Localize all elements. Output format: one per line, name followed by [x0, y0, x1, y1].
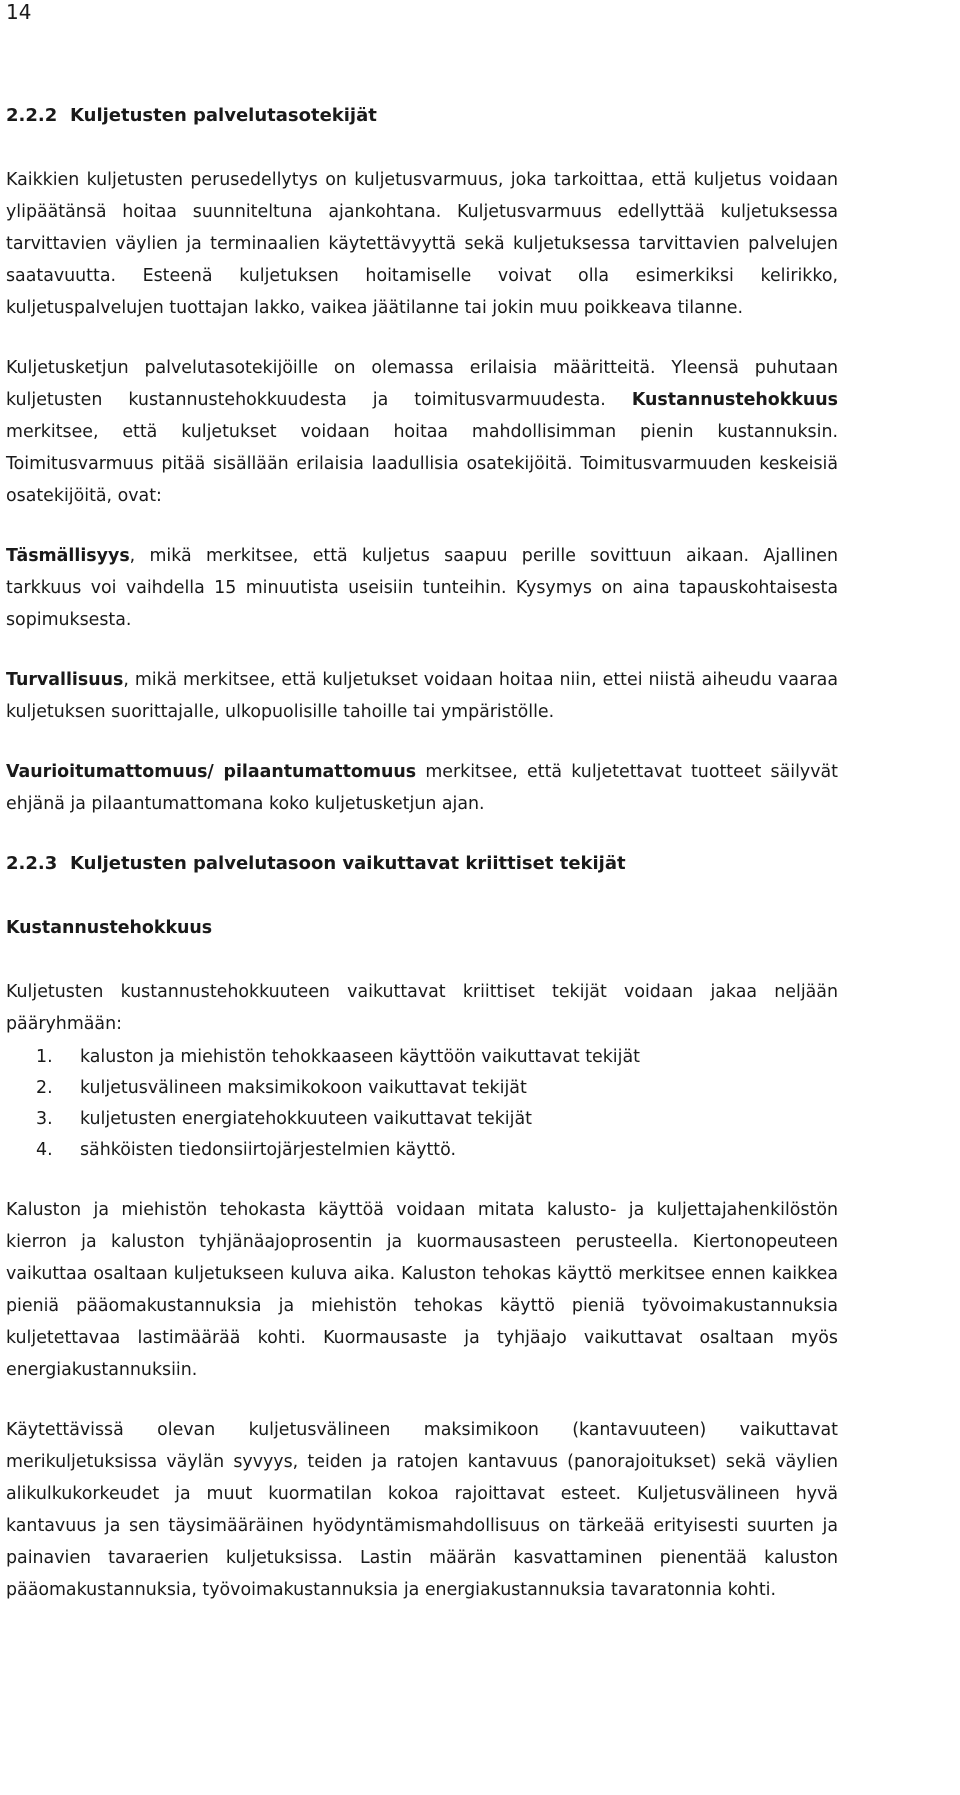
- list-item: [6, 1135, 838, 1166]
- paragraph-factor-groups: Kuljetusten kustannustehokkuuteen vaikuttavat kriittiset tekijät voidaan jakaa neljään pääryhmään:: [6, 982, 838, 1034]
- paragraph-safety: [6, 664, 838, 728]
- paragraph-vehicle-size: Käytettävissä olevan kuljetusvälineen maksimikoon (kantavuuteen) vaikuttavat merikuljetuksissa väylän syvyys, teiden ja ratojen kantavuus (panorajoitukset) sekä väylien alikulkukorkeudet ja muut kuormatilan kokoa rajoittavat esteet. Kuljetusvälineen hyvä kantavuus ja sen täysimääräinen hyödyntämismahdollisuus on tärkeää erityisesti suurten ja painavien tavaraerien kuljetuksissa. Lastin määrän kasvattaminen pienentää kaluston pääomakustannuksia, työvoimakustannuksia ja energiakustannuksia tavaratonnia kohti.: [6, 1420, 838, 1600]
- text-span: , mikä merkitsee, että kuljetus saapuu perille sovittuun aikaan. Ajallinen tarkkuus voi vaihdella 15 minuutista useisiin tunteihin. Kysymys on aina tapauskohtaisesta sopimuksesta.: [6, 546, 838, 630]
- text-span: merkitsee, että kuljetukset voidaan hoitaa mahdollisimman pienin kustannuksin. Toimitusvarmuus pitää sisällään erilaisia laadullisia osatekijöitä. Toimitusvarmuuden keskeisiä osatekijöitä, ovat:: [6, 422, 838, 506]
- list-number: 4.: [36, 1140, 53, 1160]
- section-number: 2.2.3: [6, 853, 58, 874]
- text-span: , mikä merkitsee, että kuljetukset voidaan hoitaa niin, ettei niistä aiheudu vaaraa kuljetuksen suorittajalle, ulkopuolisille tahoille tai ympäristölle.: [6, 670, 838, 722]
- section-title: Kuljetusten palvelutasoon vaikuttavat kriittiset tekijät: [70, 853, 626, 874]
- section-title: Kuljetusten palvelutasotekijät: [70, 105, 377, 126]
- list-number: 1.: [36, 1047, 53, 1067]
- term-punctuality: Täsmällisyys: [6, 546, 130, 566]
- page-content: [6, 100, 838, 1634]
- paragraph-transport-reliability: Kaikkien kuljetusten perusedellytys on kuljetusvarmuus, joka tarkoittaa, että kuljetus voidaan ylipäätänsä hoitaa suunniteltuna ajankohtana. Kuljetusvarmuus edellyttää kuljetuksessa tarvittavien väylien ja terminaalien käytettävyyttä sekä kuljetuksessa tarvittavien palvelujen saatavuutta. Esteenä kuljetuksen hoitamiselle voivat olla esimerkiksi kelirikko, kuljetuspalvelujen tuottajan lakko, vaikea jäätilanne tai jokin muu poikkeava tilanne.: [6, 170, 838, 318]
- list-item: [6, 1073, 838, 1104]
- term-cost-efficiency: Kustannustehokkuus: [631, 390, 838, 410]
- page-number: 14: [6, 0, 32, 24]
- list-item: [6, 1104, 838, 1135]
- section-heading-2-2-2: [6, 100, 838, 132]
- list-text: kuljetusvälineen maksimikokoon vaikuttavat tekijät: [80, 1078, 527, 1098]
- factor-list: [6, 1042, 838, 1166]
- section-heading-2-2-3: [6, 848, 838, 880]
- paragraph-fleet-efficiency: Kaluston ja miehistön tehokasta käyttöä voidaan mitata kalusto- ja kuljettajahenkilöstön kierron ja kaluston tyhjänäajoprosentin ja kuormausasteen perusteella. Kiertonopeuteen vaikuttaa osaltaan kuljetukseen kuluva aika. Kaluston tehokas käyttö merkitsee ennen kaikkea pieniä pääomakustannuksia ja miehistön tehokas käyttö pieniä työvoimakustannuksia kuljetettavaa lastimäärää kohti. Kuormausaste ja tyhjäajo vaikuttavat osaltaan myös energiakustannuksiin.: [6, 1200, 838, 1380]
- subheading-cost-efficiency: Kustannustehokkuus: [6, 918, 213, 938]
- term-safety: Turvallisuus: [6, 670, 124, 690]
- list-number: 2.: [36, 1078, 53, 1098]
- list-item: [6, 1042, 838, 1073]
- list-text: sähköisten tiedonsiirtojärjestelmien käyttö.: [80, 1140, 456, 1160]
- list-text: kaluston ja miehistön tehokkaaseen käyttöön vaikuttavat tekijät: [80, 1047, 640, 1067]
- paragraph-punctuality: [6, 540, 838, 636]
- paragraph-service-level-attributes: [6, 352, 838, 512]
- text-span: merkitsee, että kuljetettavat tuotteet säilyvät ehjänä ja pilaantumattomana koko kuljetusketjun ajan.: [6, 762, 838, 814]
- list-text: kuljetusten energiatehokkuuteen vaikuttavat tekijät: [80, 1109, 532, 1129]
- paragraph-damage-free: [6, 756, 838, 820]
- text-span: Kuljetusketjun palvelutasotekijöille on olemassa erilaisia määritteitä. Yleensä puhutaan kuljetusten kustannustehokkuudesta ja toimitusvarmuudesta.: [6, 358, 838, 410]
- list-number: 3.: [36, 1109, 53, 1129]
- section-number: 2.2.2: [6, 105, 58, 126]
- term-damage-free: Vaurioitumattomuus/ pilaantumattomuus: [6, 762, 417, 782]
